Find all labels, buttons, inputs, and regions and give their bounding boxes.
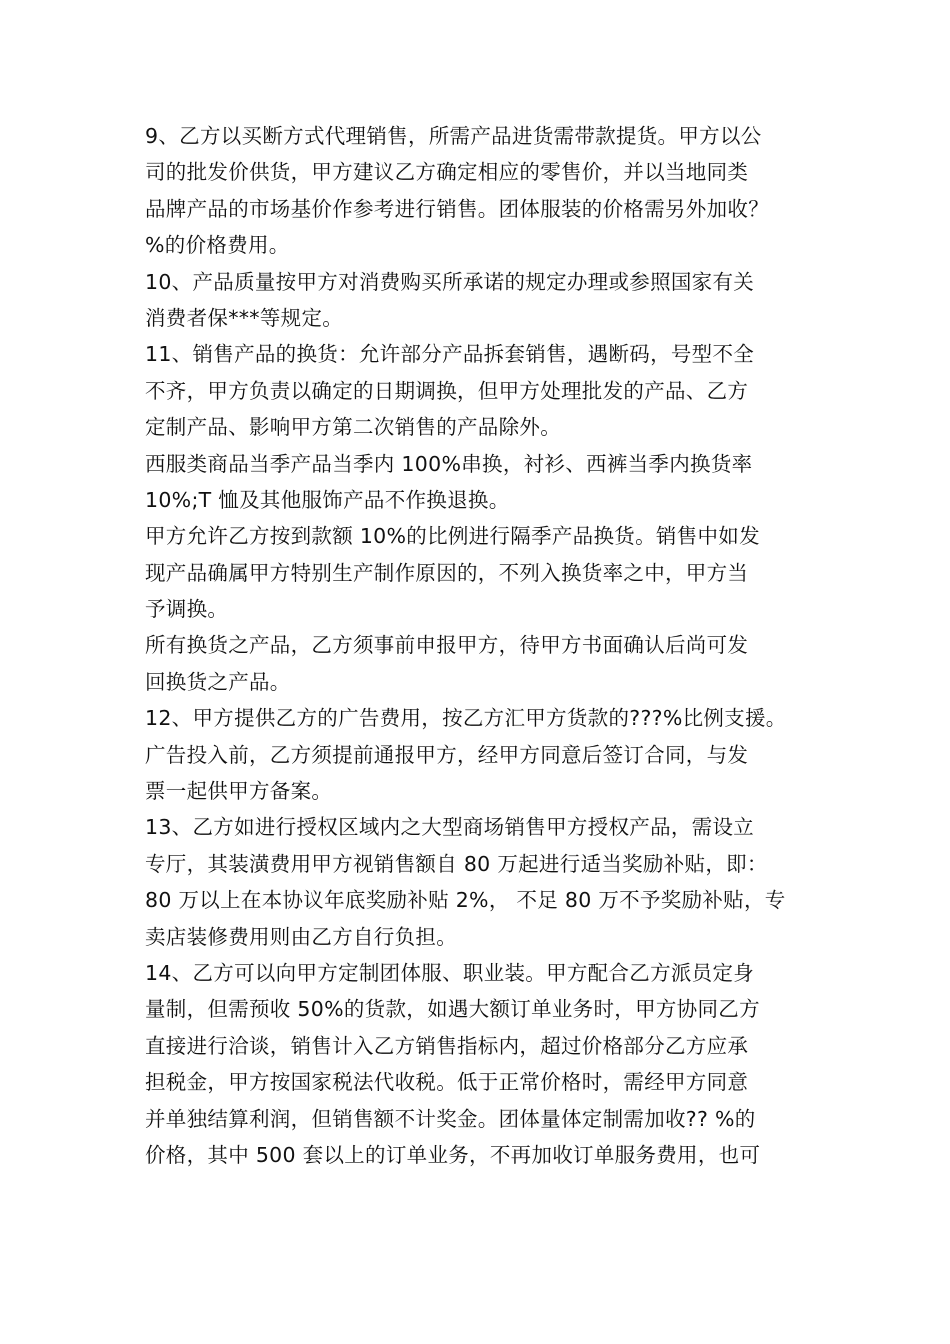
text-line: 消费者保***等规定。 (145, 305, 344, 330)
text-line: %的价格费用。 (145, 233, 290, 258)
text-line: 专厅，其装潢费用甲方视销售额自 80 万起进行适当奖励补贴，即： (145, 851, 768, 876)
text-line: 西服类商品当季产品当季内 100%串换，衬衫、西裤当季内换货率 (145, 451, 753, 476)
text-line: 定制产品、影响甲方第二次销售的产品除外。 (145, 415, 561, 440)
text-line: 价格，其中 500 套以上的订单业务，不再加收订单服务费用，也可 (145, 1142, 761, 1167)
text-line: 11、销售产品的换货：允许部分产品拆套销售，遇断码，号型不全 (145, 342, 755, 367)
text-line: 甲方允许乙方按到款额 10%的比例进行隔季产品换货。销售中如发 (145, 524, 760, 549)
text-line: 票一起供甲方备案。 (145, 779, 333, 804)
text-line: 12、甲方提供乙方的广告费用，按乙方汇甲方货款的???%比例支援。 (145, 706, 787, 731)
text-line: 司的批发价供货，甲方建议乙方确定相应的零售价，并以当地同类 (145, 160, 749, 185)
text-line: 卖店装修费用则由乙方自行负担。 (145, 924, 457, 949)
text-line: 9、乙方以买断方式代理销售，所需产品进货需带款提货。甲方以公 (145, 124, 762, 148)
text-line: 10、产品质量按甲方对消费购买所承诺的规定办理或参照国家有关 (145, 269, 755, 294)
text-line: 不齐，甲方负责以确定的日期调换，但甲方处理批发的产品、乙方 (145, 378, 749, 403)
document-body (145, 118, 835, 1173)
text-line: 14、乙方可以向甲方定制团体服、职业装。甲方配合乙方派员定身 (145, 960, 755, 985)
text-line: 所有换货之产品，乙方须事前申报甲方，待甲方书面确认后尚可发 (145, 633, 749, 658)
text-line: 并单独结算利润，但销售额不计奖金。团体量体定制需加收?? %的 (145, 1106, 756, 1131)
text-line: 直接进行洽谈，销售计入乙方销售指标内，超过价格部分乙方应承 (145, 1033, 749, 1058)
text-line: 品牌产品的市场基价作参考进行销售。团体服装的价格需另外加收？ (145, 196, 769, 221)
text-line: 13、乙方如进行授权区域内之大型商场销售甲方授权产品，需设立 (145, 815, 755, 840)
text-line: 担税金，甲方按国家税法代收税。低于正常价格时，需经甲方同意 (145, 1070, 749, 1095)
text-line: 80 万以上在本协议年底奖励补贴 2%， 不足 80 万不予奖励补贴，专 (145, 888, 786, 913)
text-line: 回换货之产品。 (145, 669, 291, 694)
text-line: 量制，但需预收 50%的货款，如遇大额订单业务时，甲方协同乙方 (145, 997, 760, 1022)
text-line: 广告投入前，乙方须提前通报甲方，经甲方同意后签订合同，与发 (145, 742, 749, 767)
text-line: 现产品确属甲方特别生产制作原因的，不列入换货率之中，甲方当 (145, 560, 749, 585)
text-line: 予调换。 (145, 597, 229, 622)
text-line: 10%;T 恤及其他服饰产品不作换退换。 (145, 487, 510, 512)
